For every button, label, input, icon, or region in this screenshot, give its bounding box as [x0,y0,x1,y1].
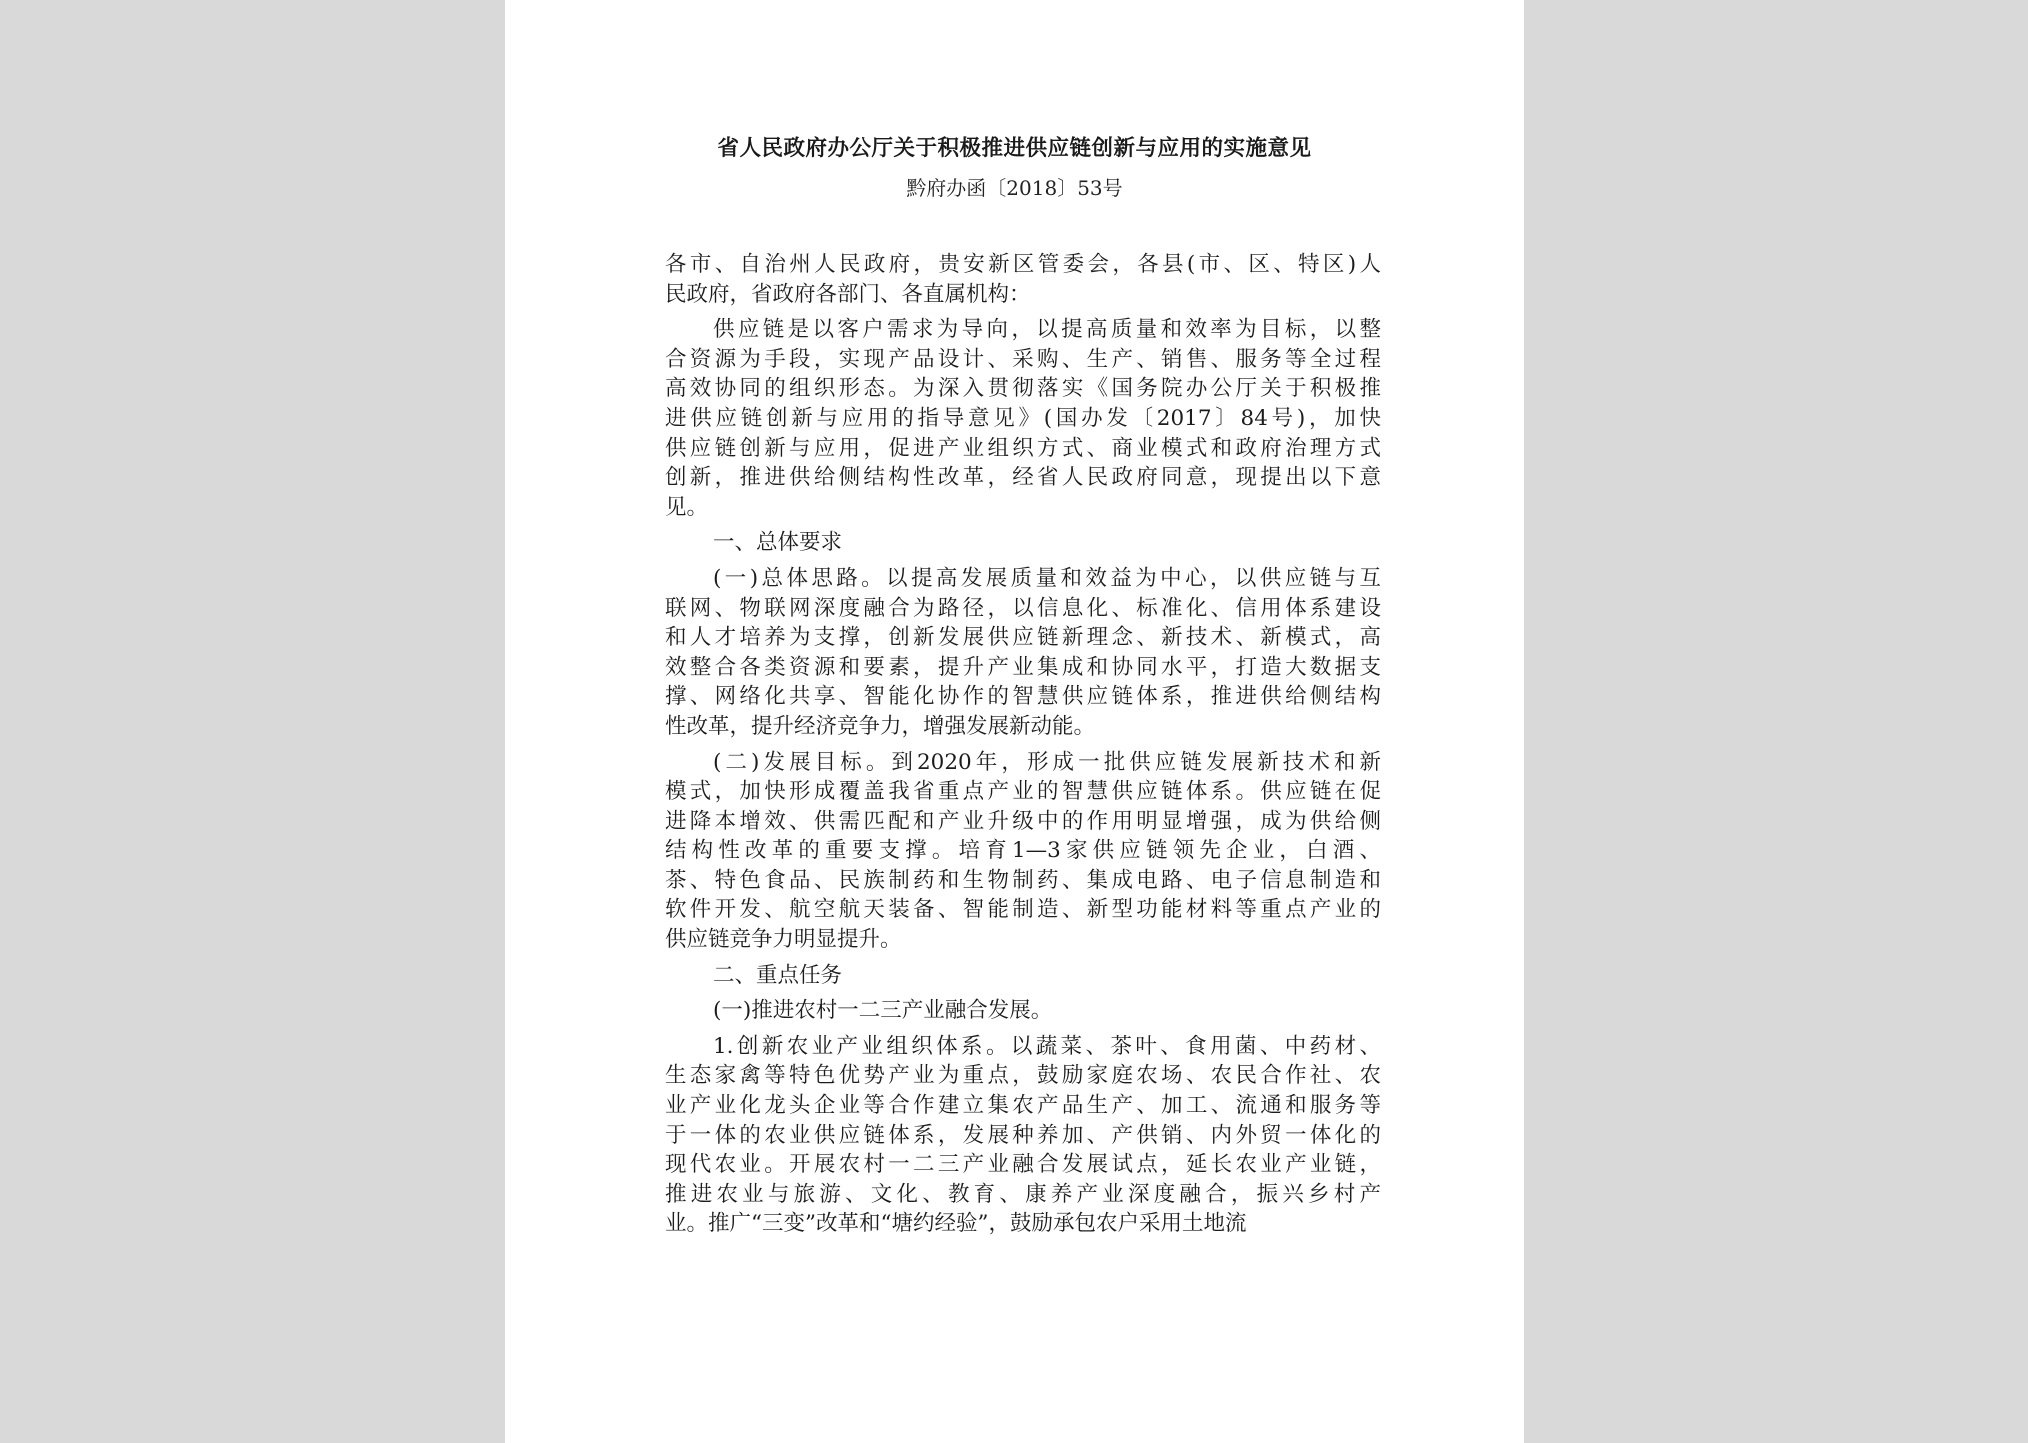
paragraph-line: 供应链是以客户需求为导向，以提高质量和效率为目标，以整 [713,317,1381,343]
paragraph-line: 见。 [665,494,709,520]
paragraph-line: 模式，加快形成覆盖我省重点产业的智慧供应链体系。供应链在促 [665,779,1381,805]
paragraph-line: 各市、自治州人民政府，贵安新区管委会，各县(市、区、特区)人 [665,252,1381,277]
paragraph-line: 现代农业。开展农村一二三产业融合发展试点，延长农业产业链， [665,1152,1381,1178]
paragraph-line: 一、总体要求 [713,530,843,556]
paragraph-line: (一)总体思路。以提高发展质量和效益为中心，以供应链与互 [713,565,1381,591]
paragraph-line: 于一体的农业供应链体系，发展种养加、产供销、内外贸一体化的 [665,1122,1381,1148]
paragraph-line: 合资源为手段，实现产品设计、采购、生产、销售、服务等全过程 [665,346,1381,372]
document-title: 省人民政府办公厅关于积极推进供应链创新与应用的实施意见 [717,136,1312,161]
paragraph-line: 供应链创新与应用，促进产业组织方式、商业模式和政府治理方式 [665,435,1381,461]
paragraph-line: 生态家禽等特色优势产业为重点，鼓励家庭农场、农民合作社、农 [665,1063,1381,1089]
paragraph [665,564,1381,742]
paragraph-line: 业。推广“三变”改革和“塘约经验”，鼓励承包农户采用土地流 [665,1211,1247,1237]
paragraph-line: 民政府，省政府各部门、各直属机构： [665,281,1031,307]
paragraph-line: 1.创新农业产业组织体系。以蔬菜、茶叶、食用菌、中药材、 [713,1033,1381,1059]
paragraph-line: 供应链竞争力明显提升。 [665,927,902,953]
paragraph-line: 创新，推进供给侧结构性改革，经省人民政府同意，现提出以下意 [665,465,1381,491]
paragraph-line: 和人才培养为支撑，创新发展供应链新理念、新技术、新模式，高 [665,625,1381,651]
document-number: 黔府办函〔2018〕53号 [906,176,1123,200]
document-body [665,250,1381,1239]
paragraph-line: (一)推进农村一二三产业融合发展。 [713,998,1053,1024]
paragraph-line: 效整合各类资源和要素，提升产业集成和协同水平，打造大数据支 [665,654,1381,680]
paragraph-line: 性改革，提升经济竞争力，增强发展新动能。 [665,713,1096,739]
paragraph [665,1032,1381,1239]
paragraph-line: 茶、特色食品、民族制药和生物制药、集成电路、电子信息制造和 [665,867,1381,893]
paragraph-line: 推进农业与旅游、文化、教育、康养产业深度融合，振兴乡村产 [665,1181,1381,1207]
document-page [505,0,1524,1443]
paragraph [665,528,1381,558]
paragraph-line: 撑、网络化共享、智能化协作的智慧供应链体系，推进供给侧结构 [665,684,1381,710]
paragraph-line: 二、重点任务 [713,962,843,988]
paragraph-line: 业产业化龙头企业等合作建立集农产品生产、加工、流通和服务等 [665,1093,1381,1119]
paragraph-line: 高效协同的组织形态。为深入贯彻落实《国务院办公厅关于积极推 [665,376,1381,402]
paragraph-line: 进供应链创新与应用的指导意见》(国办发〔2017〕84号)，加快 [665,405,1381,431]
paragraph-line: (二)发展目标。到2020年，形成一批供应链发展新技术和新 [713,749,1381,775]
paragraph [665,315,1381,522]
paragraph-line: 结构性改革的重要支撑。培育1—3家供应链领先企业，白酒、 [665,838,1381,864]
paragraph [665,250,1381,309]
paragraph-line: 进降本增效、供需匹配和产业升级中的作用明显增强，成为供给侧 [665,808,1381,834]
paragraph [665,961,1381,991]
paragraph [665,996,1381,1026]
paragraph-line: 联网、物联网深度融合为路径，以信息化、标准化、信用体系建设 [665,595,1381,621]
paragraph-line: 软件开发、航空航天装备、智能制造、新型功能材料等重点产业的 [665,897,1381,923]
paragraph [665,748,1381,955]
